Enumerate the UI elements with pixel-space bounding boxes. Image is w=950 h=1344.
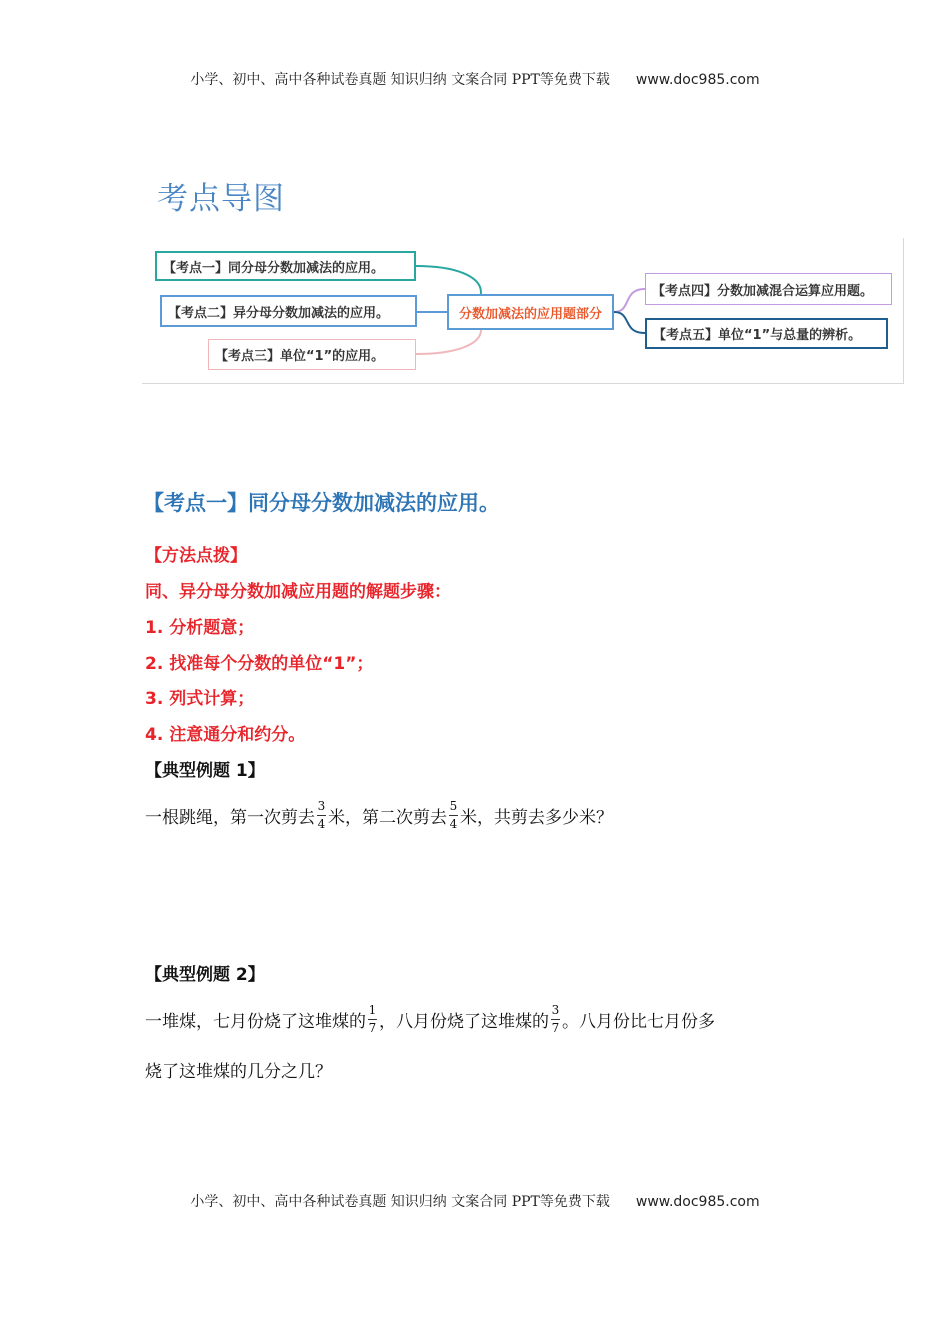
example1-fraction-b	[449, 800, 458, 831]
fraction-numerator: 5	[449, 798, 458, 813]
example2-fraction-b	[551, 1004, 560, 1035]
step-2: 2. 找准每个分数的单位“1”；	[145, 654, 374, 674]
mind-map-node-kaodian1: 【考点一】同分母分数加减法的应用。	[155, 251, 416, 281]
section-title: 考点导图	[157, 181, 285, 217]
fraction-bar	[317, 815, 326, 816]
example2-text-d: 烧了这堆煤的几分之几？	[145, 1062, 332, 1082]
mind-map	[142, 238, 904, 384]
page-header	[0, 69, 950, 89]
fraction-numerator: 3	[551, 1002, 560, 1017]
example1-text-b: 米，第二次剪去	[328, 807, 447, 828]
header-text: 小学、初中、高中各种试卷真题 知识归纳 文案合同 PPT等免费下载	[190, 72, 610, 88]
mind-map-center-node: 分数加减法的应用题部分	[447, 294, 614, 330]
fraction-denominator: 7	[551, 1020, 560, 1035]
example2-text-b: ，八月份烧了这堆煤的	[379, 1011, 549, 1032]
mind-map-node-kaodian5: 【考点五】单位“1”与总量的辨析。	[645, 318, 888, 349]
mind-map-node-kaodian2: 【考点二】异分母分数加减法的应用。	[160, 295, 417, 327]
example1-text-c: 米，共剪去多少米？	[460, 807, 613, 828]
footer-url[interactable]: www.doc985.com	[635, 1194, 760, 1210]
example2-question-line2	[145, 1057, 332, 1082]
example1-title: 【典型例题 1】	[145, 761, 265, 781]
example2-title: 【典型例题 2】	[145, 965, 265, 985]
example1-question	[145, 789, 613, 841]
page-footer	[0, 1191, 950, 1211]
fraction-bar	[551, 1019, 560, 1020]
footer-text: 小学、初中、高中各种试卷真题 知识归纳 文案合同 PPT等免费下载	[190, 1194, 610, 1210]
connector-node5	[614, 312, 645, 333]
fraction-denominator: 7	[368, 1020, 377, 1035]
example1-fraction-a	[317, 800, 326, 831]
kaodian1-title: 【考点一】同分母分数加减法的应用。	[143, 491, 500, 515]
connector-node4	[614, 289, 645, 312]
example2-question-line1	[145, 993, 715, 1045]
example1-text-a: 一根跳绳，第一次剪去	[145, 807, 315, 828]
fraction-bar	[449, 815, 458, 816]
mind-map-node-kaodian4: 【考点四】分数加减混合运算应用题。	[645, 273, 892, 305]
mind-map-node-kaodian3: 【考点三】单位“1”的应用。	[208, 339, 416, 370]
fraction-denominator: 4	[317, 816, 326, 831]
fraction-bar	[368, 1019, 377, 1020]
step-4: 4. 注意通分和约分。	[145, 725, 306, 745]
example2-fraction-a	[368, 1004, 377, 1035]
method-label: 【方法点拨】	[145, 546, 247, 566]
steps-heading: 同、异分母分数加减应用题的解题步骤：	[145, 582, 451, 602]
example2-text-a: 一堆煤，七月份烧了这堆煤的	[145, 1011, 366, 1032]
fraction-numerator: 1	[368, 1002, 377, 1017]
step-3: 3. 列式计算；	[145, 689, 255, 709]
header-url[interactable]: www.doc985.com	[635, 72, 760, 88]
fraction-denominator: 4	[449, 816, 458, 831]
example2-text-c: 。八月份比七月份多	[562, 1011, 715, 1032]
step-1: 1. 分析题意；	[145, 618, 255, 638]
fraction-numerator: 3	[317, 798, 326, 813]
